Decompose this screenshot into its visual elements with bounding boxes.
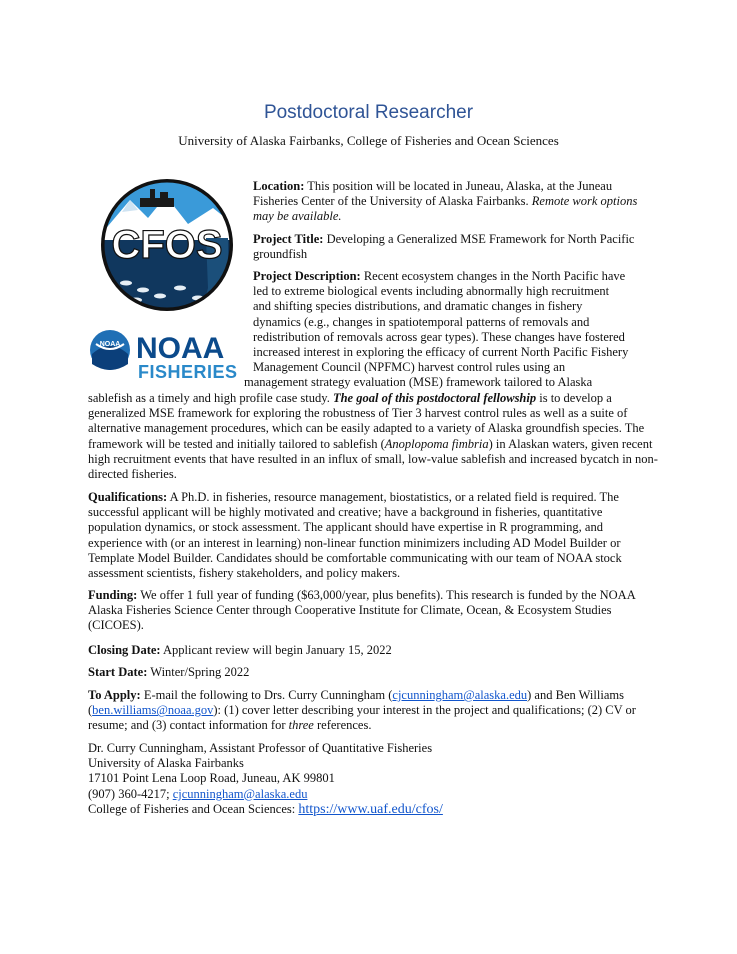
closing-date-label: Closing Date: [88,643,161,657]
project-title-label: Project Title: [253,232,324,246]
project-description-label: Project Description: [253,269,361,283]
description-line: dynamics (e.g., changes in spatiotemporal patterns of removals and [253,314,590,329]
contact-name: Dr. Curry Cunningham, Assistant Professor of Quantitative Fisheries [88,741,433,755]
description-line: Project Description: Recent ecosystem changes in the North Pacific have [253,269,626,283]
college-line [88,802,658,817]
contact-phone-email [88,787,658,802]
email-link-williams[interactable]: ben.williams@noaa.gov [92,703,214,718]
contact-phone: (907) 360-4217; [88,786,170,801]
start-date-label: Start Date: [88,665,148,679]
project-description-section [244,269,653,391]
description-line: Management Council (NPFMC) harvest control rules using an [253,360,566,375]
noaa-badge-text: NOAA [99,341,121,348]
page-subtitle: University of Alaska Fairbanks, College of Fisheries and Ocean Sciences [178,133,559,148]
contact-block [88,741,658,817]
qualifications-text: A Ph.D. in fisheries, resource management, biostatistics, or a related field is required. The successful applicant will be highly motivated and creative; have a background in fisheries, quantitative population dynamics, or stock assessment. The applicant should have expertise in R programming, and experience with (or an interest in learning) non-linear function minimizers including AD Model Builder or Template Model Builder. Candidates should be comfortable communicating with our team of NOAA stock assessment scientists, fishery stakeholders, and policy makers. [88,490,622,581]
funding-section [88,588,658,634]
fellowship-goal: The goal of this postdoctoral fellowship [332,391,537,405]
cfos-logo [88,178,246,388]
email-link-cunningham[interactable]: cjcunningham@alaska.edu [392,688,528,702]
description-line: redistribution of removals across gear types). These changes have fostered [253,329,625,344]
location-note: Remote work options may be available. [253,194,638,224]
location-section [253,179,653,225]
closing-date-text: Applicant review will begin January 15, 2022 [163,643,392,657]
closing-date-section [88,643,658,658]
description-line: and shifting species distributions, and dramatic changes in fishery [253,299,583,314]
project-title-section [253,232,653,262]
location-label: Location: [253,179,305,193]
logos [88,178,246,388]
funding-text: We offer 1 full year of funding ($63,000/year, plus benefits). This research is funded by the NOAA Alaska Fisheries Science Center through Cooperative Institute for Climate, Ocean, & Ecosystem Studies (CICOES). [88,588,636,633]
contact-address: 17101 Point Lena Loop Road, Juneau, AK 99801 [88,771,335,786]
project-title-text: Developing a Generalized MSE Framework for North Pacific groundfish [253,232,635,262]
description-line: led to extreme biological events including abnormally high recruitment [253,284,610,299]
project-description-continued: sablefish as a timely and high profile case study. The goal of this postdoctoral fellowship is to develop a generalized MSE framework for exploring the robustness of Tier 3 harvest control rules as well as a suite of alternative management procedures, which can be easily adapted to a variety of Alaska groundfish species. The framework will be tested and initially tailored to sablefish (Anoplopoma fimbria) in Alaskan waters, given recent high recruitment events that have resulted in an influx of small, low-value sablefish and increased bycatch in non-directed fisheries. [88,391,658,482]
fisheries-wordmark: FISHERIES [138,362,238,382]
noaa-fisheries-logo [90,330,238,382]
to-apply-label: To Apply: [88,688,141,702]
college-url-link[interactable]: https://www.uaf.edu/cfos/ [298,801,443,817]
description-line: increased interest in exploring the efficacy of current North Pacific Fishery [253,345,629,360]
location-text: This position will be located in Juneau, Alaska, at the Juneau Fisheries Center of the University of Alaska Fairbanks. [253,179,613,209]
species-name: Anoplopoma fimbria [384,436,489,451]
contact-email-link[interactable]: cjcunningham@alaska.edu [172,786,308,801]
qualifications-label: Qualifications: [88,490,168,504]
qualifications-section [88,490,658,581]
college-label: College of Fisheries and Ocean Sciences: [88,801,296,816]
start-date-section [88,665,658,680]
page-title: Postdoctoral Researcher [263,102,474,123]
start-date-text: Winter/Spring 2022 [150,665,250,679]
cfos-wordmark: CFOS [111,223,223,267]
contact-institution: University of Alaska Fairbanks [88,756,244,771]
three-emphasis: three [288,718,314,733]
description-line: management strategy evaluation (MSE) framework tailored to Alaska [244,375,593,390]
funding-label: Funding: [88,588,138,602]
to-apply-section: To Apply: E-mail the following to Drs. Curry Cunningham (cjcunningham@alaska.edu) and Ben Williams (ben.williams@noaa.gov): (1) cover letter describing your interest in the project and qualifications; (2) CV or resume; and (3) contact information for three references. [88,688,636,733]
noaa-wordmark: NOAA [136,332,225,365]
